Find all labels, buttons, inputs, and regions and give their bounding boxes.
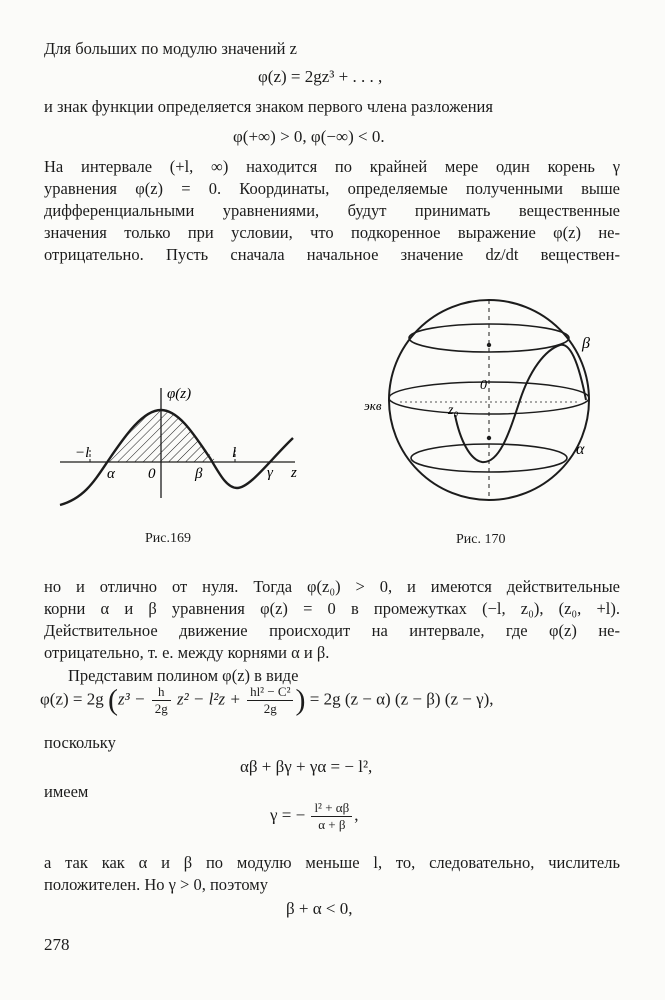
fig170-alpha-label: α bbox=[576, 441, 585, 458]
formula-2: φ(+∞) > 0, φ(−∞) < 0. bbox=[233, 127, 385, 146]
paragraph-2: и знак функции определяется знаком первого члена разложения bbox=[44, 97, 493, 116]
upper-parallel bbox=[409, 324, 569, 352]
formula-5-tail: , bbox=[354, 805, 359, 825]
paragraph-3-line: значения только при условии, что подкоренное выражение φ(z) не- bbox=[44, 223, 620, 242]
fig169-zero-label: 0 bbox=[148, 466, 156, 482]
formula-6: β + α < 0, bbox=[286, 899, 353, 918]
formula-3-right: = 2g (z − α) (z − β) (z − γ), bbox=[309, 689, 494, 709]
formula-3-left: φ(z) = 2g bbox=[40, 689, 104, 709]
figure-169 bbox=[55, 380, 315, 515]
formula-3-term-2: z² − l²z + bbox=[176, 689, 241, 709]
fig170-beta-label: β bbox=[582, 335, 590, 352]
fig169-l-label: l bbox=[232, 445, 237, 461]
paragraph-3-line: На интервале (+l, ∞) находится по крайней мере один корень γ bbox=[44, 157, 620, 176]
fig169-xlabel: z bbox=[291, 465, 297, 481]
page-number: 278 bbox=[44, 935, 70, 954]
formula-5-numerator: l² + αβ bbox=[311, 800, 352, 817]
paragraph-4-line: Действительное движение происходит на интервале, где φ(z) не- bbox=[44, 621, 620, 640]
paragraph-7: имеем bbox=[44, 782, 89, 801]
fig170-zero-label: 0 bbox=[480, 378, 487, 393]
fraction-1-denominator: 2g bbox=[154, 701, 168, 716]
fig169-beta-label: β bbox=[195, 466, 203, 482]
paragraph-4-line: корни α и β уравнения φ(z) = 0 в промежутках (−l, z₀), (z₀, +l). bbox=[44, 599, 620, 618]
formula-5-denominator: α + β bbox=[318, 817, 346, 832]
fraction-2-numerator: hl² − C² bbox=[247, 684, 293, 701]
formula-3: φ(z) = 2g (z³ − $\frac{h}{2g}$ z² − l²z + $\frac{\text{hl² − C²}}{2g}$ ) = 2g (z − α) (z − β) (z − γ), bbox=[40, 683, 494, 717]
fig169-alpha-label: α bbox=[107, 466, 115, 482]
fraction-2-denominator: 2g bbox=[263, 701, 277, 716]
formula-1: φ(z) = 2gz³ + . . . , bbox=[258, 67, 383, 86]
formula-4: αβ + βγ + γα = − l², bbox=[240, 757, 373, 776]
figure-170 bbox=[360, 290, 610, 515]
figure-169-caption: Рис.169 bbox=[145, 531, 191, 546]
formula-5 bbox=[270, 800, 358, 833]
paragraph-3-line: уравнения φ(z) = 0. Координаты, определяемые полученными выше bbox=[44, 179, 620, 198]
fig169-ylabel: φ(z) bbox=[167, 386, 192, 402]
lower-parallel bbox=[411, 444, 567, 472]
paragraph-3-line: отрицательно. Пусть сначала начальное значение dz/dt веществен- bbox=[44, 245, 620, 264]
fig169-neg-l-label: −l bbox=[75, 445, 90, 461]
figure-170-caption: Рис. 170 bbox=[456, 532, 506, 547]
formula-5-left: γ = − bbox=[270, 805, 306, 825]
paragraph-6: поскольку bbox=[44, 733, 116, 752]
fig169-gamma-label: γ bbox=[267, 465, 273, 481]
fraction-1-numerator: h bbox=[152, 684, 171, 701]
fig170-z0-label: z₀ bbox=[448, 403, 459, 418]
paragraph-8-line: положителен. Но γ > 0, поэтому bbox=[44, 875, 268, 894]
fig170-equator-label: экв bbox=[364, 398, 382, 413]
paragraph-4-line: но и отлично от нуля. Тогда φ(z₀) > 0, и имеются действительные bbox=[44, 577, 620, 596]
formula-3-term-1: z³ − bbox=[118, 689, 146, 709]
paragraph-5: Представим полином φ(z) в виде bbox=[68, 666, 299, 685]
paragraph-8-line: а так как α и β по модулю меньше l, то, следовательно, числитель bbox=[44, 853, 620, 872]
paragraph-3-line: дифференциальными уравнениями, будут принимать вещественные bbox=[44, 201, 620, 220]
paragraph-4-line: отрицательно, т. е. между корнями α и β. bbox=[44, 643, 330, 662]
paragraph-1: Для больших по модулю значений z bbox=[44, 39, 297, 58]
